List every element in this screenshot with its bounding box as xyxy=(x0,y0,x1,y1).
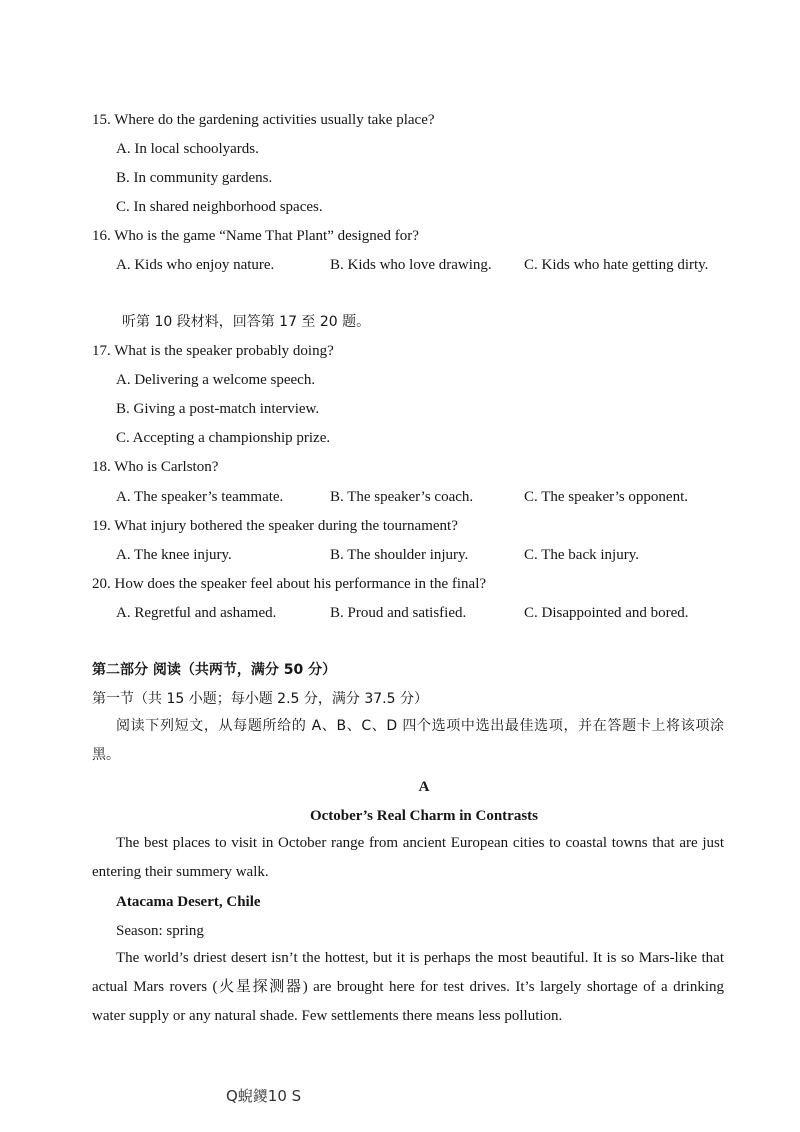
question-20-option-a: A. Regretful and ashamed. xyxy=(116,605,277,621)
reading-section-title: 第一节（共 15 小题；每小题 2.5 分，满分 37.5 分） xyxy=(92,691,428,707)
question-20-option-b: B. Proud and satisfied. xyxy=(330,605,467,621)
question-16-option-c: C. Kids who hate getting dirty. xyxy=(524,257,709,273)
question-19-option-a: A. The knee injury. xyxy=(116,547,232,563)
question-20-option-c: C. Disappointed and bored. xyxy=(524,605,689,621)
question-17-option-c: C. Accepting a championship prize. xyxy=(116,430,331,446)
question-18-stem: 18. Who is Carlston? xyxy=(92,459,219,475)
question-16-option-a: A. Kids who enjoy nature. xyxy=(116,257,275,273)
question-19-option-b: B. The shoulder injury. xyxy=(330,547,469,563)
question-17-option-b: B. Giving a post-match interview. xyxy=(116,401,320,417)
question-17-option-a: A. Delivering a welcome speech. xyxy=(116,372,316,388)
passage-season: Season: spring xyxy=(116,923,204,939)
question-15-option-c: C. In shared neighborhood spaces. xyxy=(116,199,323,215)
question-20-stem: 20. How does the speaker feel about his performance in the final? xyxy=(92,576,487,592)
question-16-stem: 16. Who is the game “Name That Plant” designed for? xyxy=(92,228,419,244)
passage-body-paragraph: The world’s driest desert isn’t the hottest, but it is perhaps the most beautiful. It is so Mars-like that actual Mars rovers (火星探测器) are brought here for test drives. It’s largely shortage of a drinking water supply or any natural shade. Few settlements there means less pollution. xyxy=(92,950,724,1024)
question-18-option-b: B. The speaker’s coach. xyxy=(330,489,474,505)
passage-intro-paragraph: The best places to visit in October range from ancient European cities to coastal towns that are just entering their summery walk. xyxy=(92,835,724,880)
question-18-option-c: C. The speaker’s opponent. xyxy=(524,489,688,505)
question-19-stem: 19. What injury bothered the speaker during the tournament? xyxy=(92,518,458,534)
question-17-stem: 17. What is the speaker probably doing? xyxy=(92,343,334,359)
listening-instruction: 听第 10 段材料，回答第 17 至 20 题。 xyxy=(122,314,371,330)
question-15-option-b: B. In community gardens. xyxy=(116,170,273,186)
question-18-option-a: A. The speaker’s teammate. xyxy=(116,489,284,505)
question-16-option-b: B. Kids who love drawing. xyxy=(330,257,492,273)
question-15-option-a: A. In local schoolyards. xyxy=(116,141,259,157)
reading-part-title: 第二部分 阅读（共两节，满分 50 分） xyxy=(92,662,337,678)
reading-instruction: 阅读下列短文，从每题所给的 A、B、C、D 四个选项中选出最佳选项，并在答题卡上将该项涂黑。 xyxy=(92,718,724,763)
page-footer: Q蜺鑁10 S xyxy=(226,1087,302,1105)
passage-subheading: Atacama Desert, Chile xyxy=(116,894,261,910)
question-19-option-c: C. The back injury. xyxy=(524,547,639,563)
question-15-stem: 15. Where do the gardening activities usually take place? xyxy=(92,112,435,128)
passage-label: A xyxy=(418,779,430,795)
passage-title: October’s Real Charm in Contrasts xyxy=(309,808,539,824)
